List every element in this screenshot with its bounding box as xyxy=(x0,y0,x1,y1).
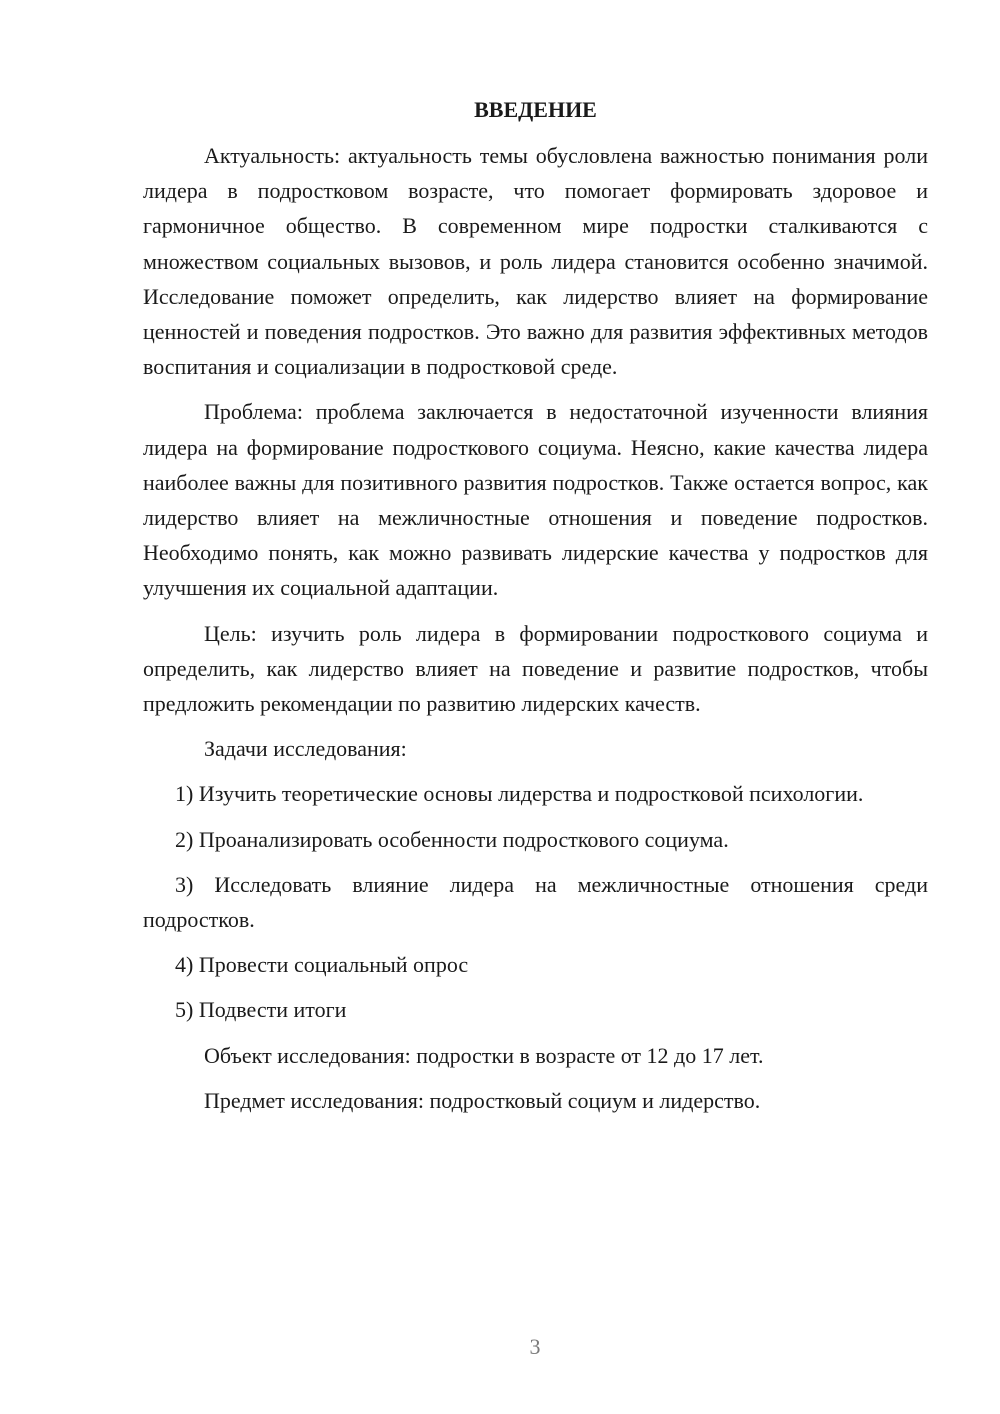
research-subject: Предмет исследования: подростковый социум и лидерство. xyxy=(204,1087,761,1113)
research-object: Объект исследования: подростки в возрасте от 12 до 17 лет. xyxy=(204,1042,764,1068)
problem-paragraph: Проблема: проблема заключается в недостаточной изученности влияния лидера на формирование подросткового социума. Неясно, какие качества лидера наиболее важны для позитивного развития подростков. Также остается вопрос, как лидерство влияет на межличностные отношения и поведение подростков. Необходимо понять, как можно развивать лидерские качества у подростков для улучшения их социальной адаптации. xyxy=(143,399,928,601)
page-title: ВВЕДЕНИЕ xyxy=(474,97,597,122)
task-item: 2) Проанализировать особенности подросткового социума. xyxy=(175,826,729,852)
task-item: 3) Исследовать влияние лидера на межличностные отношения среди подростков. xyxy=(143,871,928,933)
page-content xyxy=(143,94,928,1128)
page-number: 3 xyxy=(529,1334,541,1359)
tasks-title: Задачи исследования: xyxy=(204,736,407,762)
task-item: 4) Провести социальный опрос xyxy=(175,952,469,978)
relevance-paragraph: Актуальность: актуальность темы обусловлена важностью понимания роли лидера в подростковом возрасте, что помогает формировать здоровое и гармоничное общество. В современном мире подростки сталкиваются с множеством социальных вызовов, и роль лидера становится особенно значимой. Исследование поможет определить, как лидерство влияет на формирование ценностей и поведения подростков. Это важно для развития эффективных методов воспитания и социализации в подростковой среде. xyxy=(143,143,928,380)
task-item: 1) Изучить теоретические основы лидерства и подростковой психологии. xyxy=(175,781,864,807)
task-item: 5) Подвести итоги xyxy=(175,997,347,1023)
goal-paragraph: Цель: изучить роль лидера в формировании подросткового социума и определить, как лидерство влияет на поведение и развитие подростков, чтобы предложить рекомендации по развитию лидерских качеств. xyxy=(143,620,928,717)
